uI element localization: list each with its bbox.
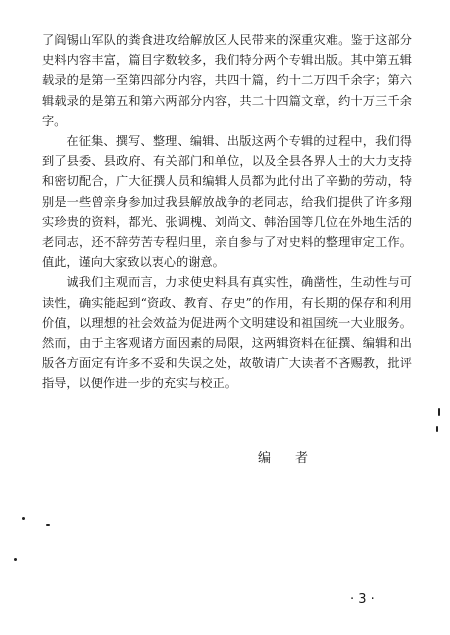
scan-speck xyxy=(14,558,17,561)
scan-speck xyxy=(436,426,438,432)
editor-signature: 编者 xyxy=(258,451,333,466)
preface-body xyxy=(42,30,412,394)
scan-speck xyxy=(22,517,25,520)
page-number: · 3 · xyxy=(350,592,375,607)
scan-speck xyxy=(438,408,440,416)
paragraph-acknowledgements: 在征集、撰写、整理、编辑、出版这两个专辑的过程中，我们得到了县委、县政府、有关部门和单位，以及全县各界人士的大力支持和密切配合，广大征撰人员和编辑人员都为此付出了辛勤的劳动，特别是一些曾亲身参加过我县解放战争的老同志，给我们提供了许多翔实珍贵的资料，都光、张调槐、刘尚文、韩治国等几位在外地生活的老同志，还不辞劳苦专程归里，亲自参与了对史料的整理审定工作。值此，谨向大家致以衷心的谢意。 xyxy=(42,134,412,270)
scan-speck xyxy=(46,524,50,526)
paragraph-continuation: 了阎锡山军队的粪食进攻给解放区人民带来的深重灾难。鉴于这部分史料内容丰富，篇目字数较多，我们特分两个专辑出版。其中第五辑载录的是第一至第四部分内容，共四十篇，约十二万四千余字；第六辑载录的是第五和第六两部分内容，共二十四篇文章，约十万三千余字。 xyxy=(42,33,412,128)
paragraph-closing: 诚我们主观而言，力求使史料具有真实性，确凿性，生动性与可读性，确实能起到“资政、教育、存史”的作用，有长期的保存和利用价值，以理想的社会效益为促进两个文明建设和祖国统一大业服务。然而，由于主客观诸方面因素的局限，这两辑资料在征撰、编辑和出版各方面定有许多不妥和失误之处，故敬请广大读者不吝赐教，批评指导，以便作进一步的充实与校正。 xyxy=(42,275,412,391)
